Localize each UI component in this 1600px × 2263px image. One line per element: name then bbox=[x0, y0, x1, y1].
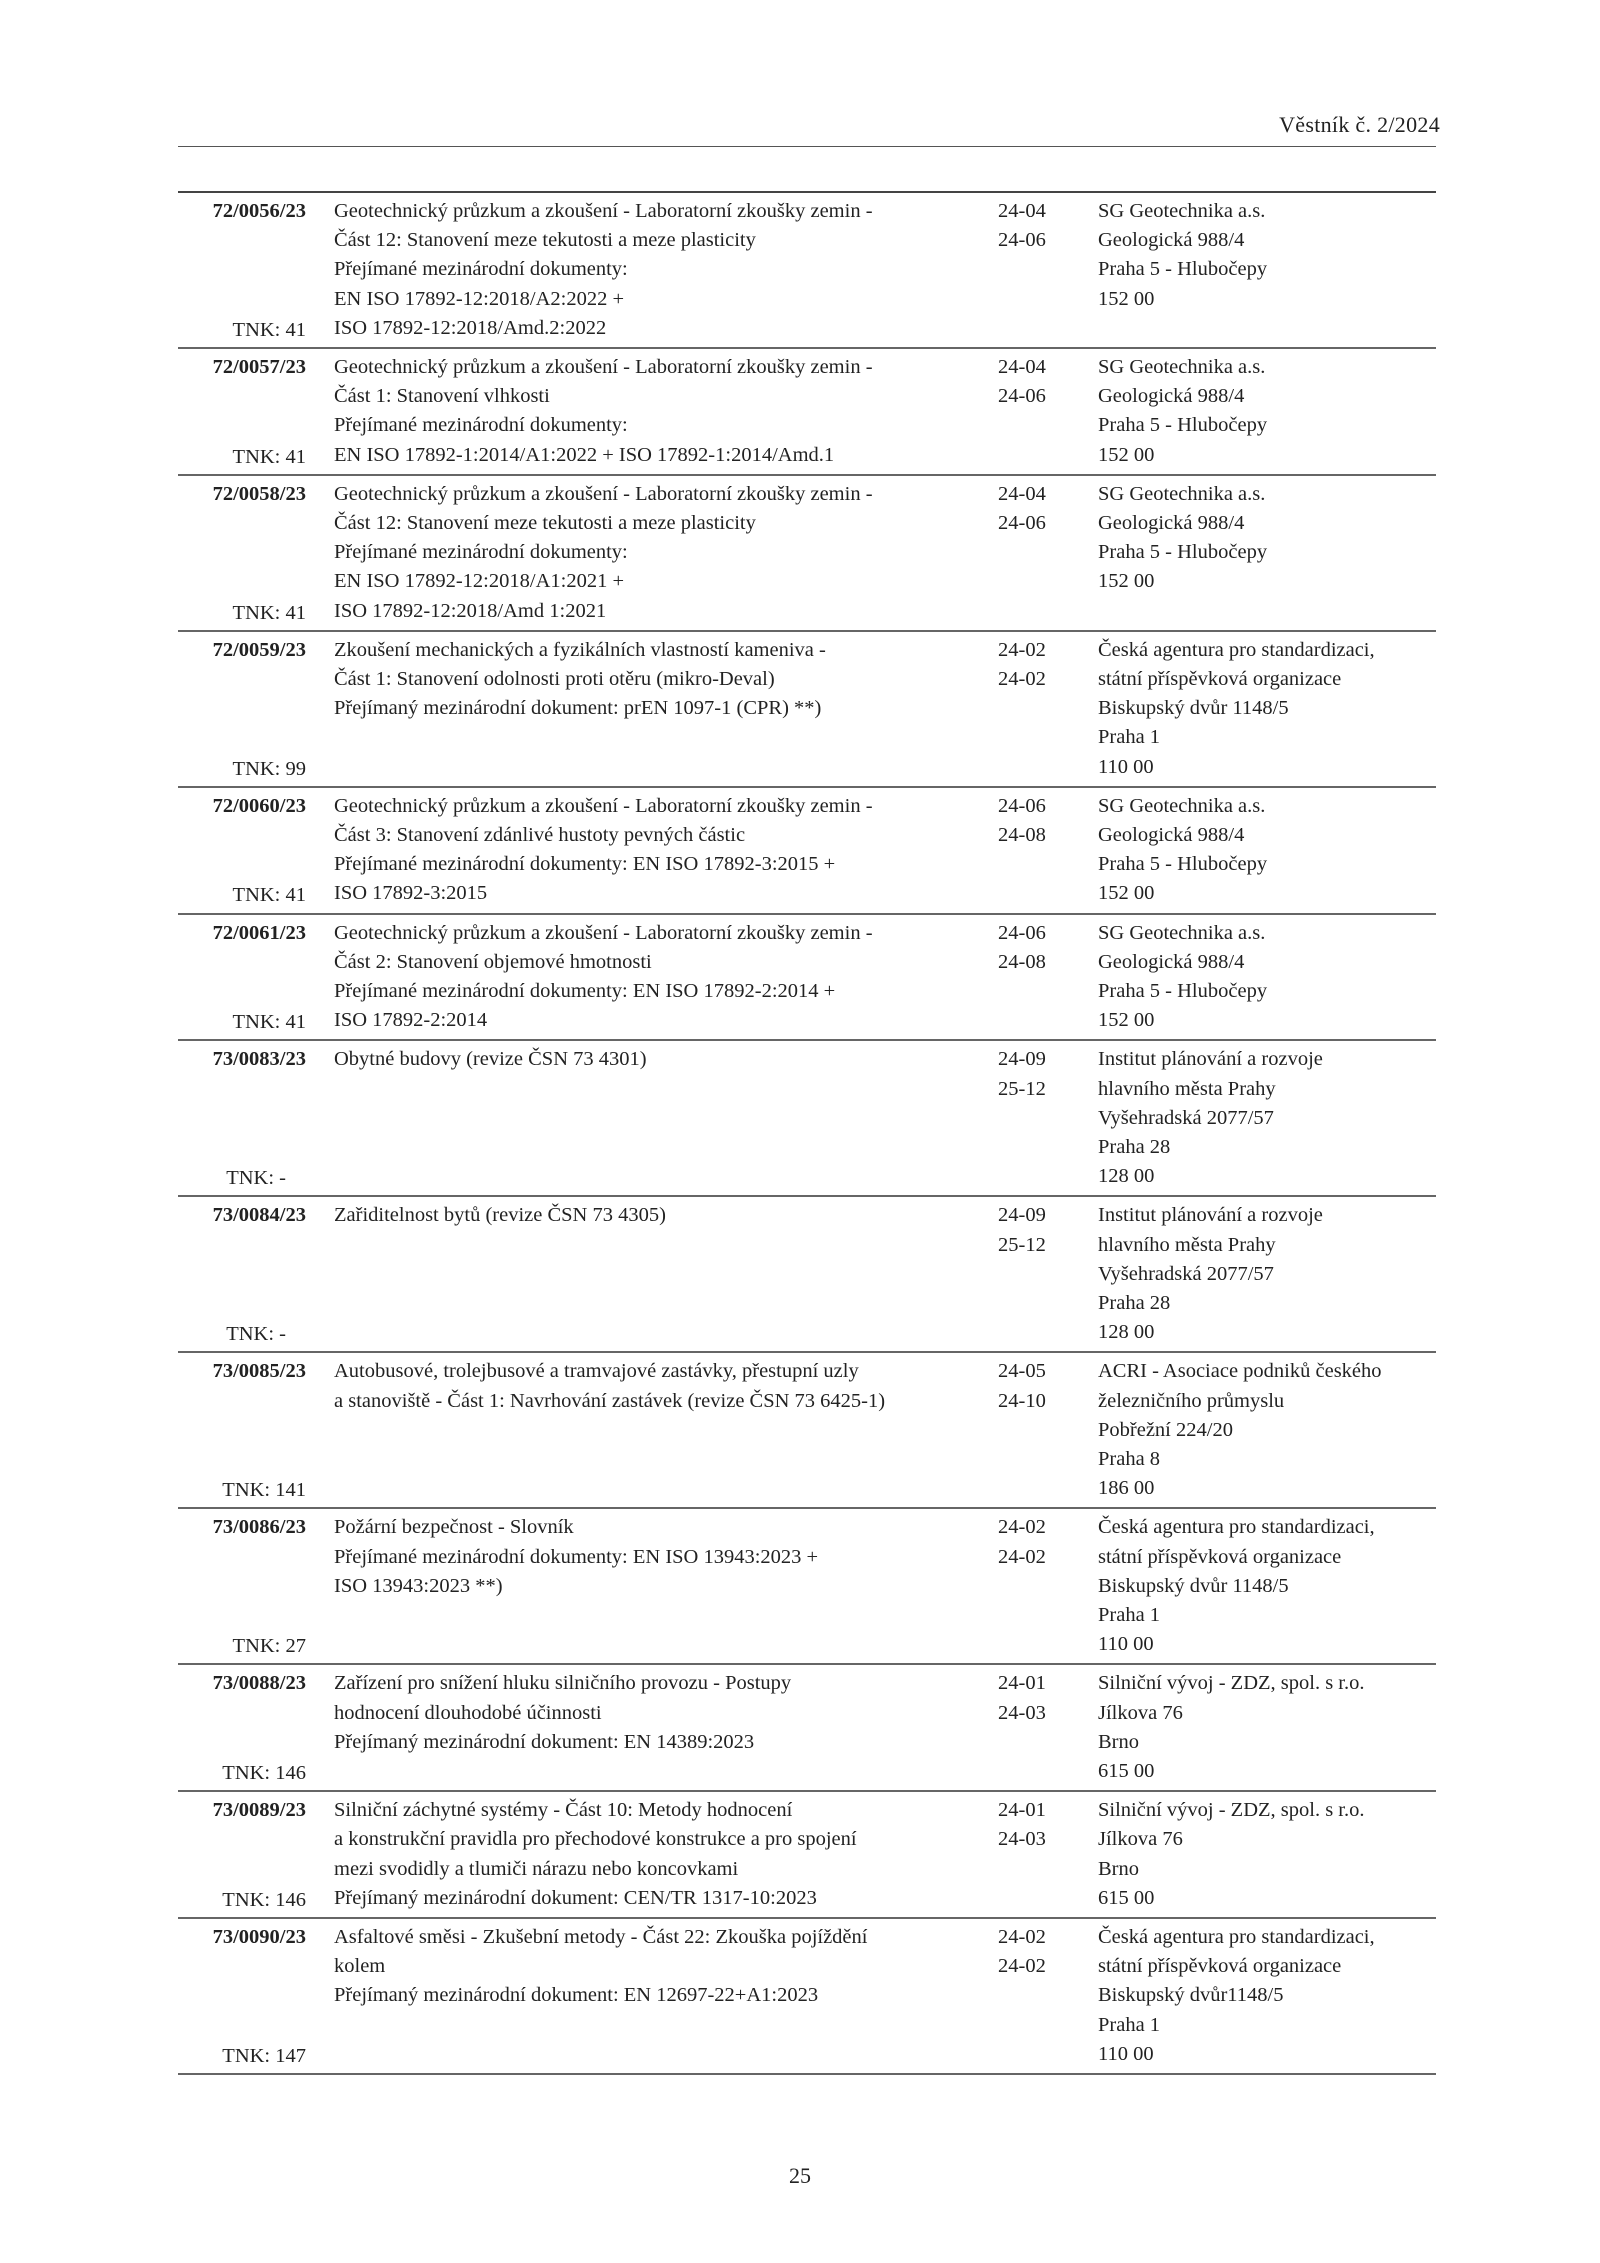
title-line: Přejímané mezinárodní dokumenty: bbox=[334, 414, 628, 437]
standard-entry bbox=[178, 1665, 1436, 1792]
title-line: ISO 17892-2:2014 bbox=[334, 1009, 488, 1032]
organization-line: Silniční vývoj - ZDZ, spol. s r.o. bbox=[1098, 1672, 1365, 1695]
organization-line: 128 00 bbox=[1098, 1165, 1155, 1188]
standard-entry bbox=[178, 915, 1436, 1042]
standard-dates bbox=[998, 1796, 1068, 1854]
title-line: Zařiditelnost bytů (revize ČSN 73 4305) bbox=[334, 1204, 666, 1227]
header-divider bbox=[178, 146, 1436, 147]
standard-dates bbox=[998, 1669, 1068, 1727]
organization-line: Jílkova 76 bbox=[1098, 1701, 1183, 1724]
date-value: 24-02 bbox=[998, 1955, 1046, 1978]
standard-entry bbox=[178, 193, 1436, 349]
tnk-label: TNK: 41 bbox=[232, 884, 306, 907]
organization-line: Praha 1 bbox=[1098, 726, 1161, 749]
title-line: hodnocení dlouhodobé účinnosti bbox=[334, 1701, 602, 1724]
organization-line: státní příspěvková organizace bbox=[1098, 668, 1342, 690]
date-value: 24-06 bbox=[998, 512, 1046, 534]
title-line: Část 1: Stanovení odolnosti proti otěru (mikro-Deval) bbox=[334, 668, 775, 690]
date-value: 24-03 bbox=[998, 1701, 1046, 1724]
organization-line: 152 00 bbox=[1098, 1009, 1155, 1032]
standard-number: 73/0085/23 bbox=[212, 1360, 306, 1383]
organization-line: SG Geotechnika a.s. bbox=[1098, 482, 1266, 505]
organization-line: Silniční vývoj - ZDZ, spol. s r.o. bbox=[1098, 1799, 1365, 1822]
tnk-label: TNK: - bbox=[226, 1323, 286, 1346]
title-line: Přejímané mezinárodní dokumenty: bbox=[334, 541, 628, 564]
organization-line: ACRI - Asociace podniků českého bbox=[1098, 1360, 1382, 1383]
date-value: 24-03 bbox=[998, 1828, 1046, 1851]
title-line: EN ISO 17892-12:2018/A2:2022 + bbox=[334, 287, 625, 310]
processor-organization bbox=[1098, 1201, 1438, 1347]
organization-line: Praha 28 bbox=[1098, 1292, 1171, 1314]
standard-entry bbox=[178, 1041, 1436, 1197]
tnk-label: TNK: 41 bbox=[232, 601, 306, 624]
title-line: Část 2: Stanovení objemové hmotnosti bbox=[334, 950, 652, 973]
organization-line: 186 00 bbox=[1098, 1477, 1155, 1500]
tnk-label: TNK: 146 bbox=[222, 1761, 306, 1784]
standard-number: 73/0086/23 bbox=[212, 1516, 306, 1539]
organization-line: 152 00 bbox=[1098, 287, 1155, 310]
journal-title: Věstník č. 2/2024 bbox=[1279, 112, 1440, 137]
organization-line: Brno bbox=[1098, 1730, 1139, 1753]
organization-line: Biskupský dvůr1148/5 bbox=[1098, 1984, 1284, 2007]
organization-line: Geologická 988/4 bbox=[1098, 950, 1245, 973]
organization-line: Praha 8 bbox=[1098, 1448, 1161, 1470]
standard-dates bbox=[998, 919, 1068, 977]
title-line: ISO 17892-12:2018/Amd.2:2022 bbox=[334, 316, 607, 339]
processor-organization bbox=[1098, 792, 1438, 909]
organization-line: Česká agentura pro standardizaci, bbox=[1098, 1925, 1375, 1948]
title-line: Geotechnický průzkum a zkoušení - Laboratorní zkoušky zemin - bbox=[334, 356, 873, 378]
date-value: 25-12 bbox=[998, 1233, 1046, 1256]
organization-line: Praha 5 - Hlubočepy bbox=[1098, 853, 1268, 876]
date-value: 24-02 bbox=[998, 1516, 1046, 1539]
organization-line: 110 00 bbox=[1098, 755, 1154, 778]
title-line: Přejímaný mezinárodní dokument: CEN/TR 1317-10:2023 bbox=[334, 1886, 817, 1909]
title-line: Zkoušení mechanických a fyzikálních vlastností kameniva - bbox=[334, 638, 826, 661]
organization-line: Česká agentura pro standardizaci, bbox=[1098, 638, 1375, 661]
title-line: Zařízení pro snížení hluku silničního provozu - Postupy bbox=[334, 1672, 792, 1695]
date-value: 24-10 bbox=[998, 1389, 1046, 1412]
title-line: EN ISO 17892-1:2014/A1:2022 + ISO 17892-1:2014/Amd.1 bbox=[334, 443, 835, 466]
organization-line: železničního průmyslu bbox=[1098, 1389, 1285, 1412]
title-line: ISO 17892-3:2015 bbox=[334, 882, 488, 905]
processor-organization bbox=[1098, 1669, 1438, 1786]
organization-line: hlavního města Prahy bbox=[1098, 1077, 1276, 1100]
date-value: 24-04 bbox=[998, 356, 1046, 378]
title-line: Přejímané mezinárodní dokumenty: EN ISO 17892-3:2015 + bbox=[334, 853, 836, 876]
organization-line: Praha 28 bbox=[1098, 1136, 1171, 1158]
organization-line: Praha 5 - Hlubočepy bbox=[1098, 541, 1268, 564]
organization-line: Institut plánování a rozvoje bbox=[1098, 1204, 1323, 1227]
organization-line: státní příspěvková organizace bbox=[1098, 1955, 1342, 1978]
organization-line: Jílkova 76 bbox=[1098, 1828, 1183, 1851]
organization-line: 128 00 bbox=[1098, 1321, 1155, 1344]
standard-dates bbox=[998, 480, 1068, 538]
organization-line: 615 00 bbox=[1098, 1760, 1155, 1782]
standard-entry bbox=[178, 1197, 1436, 1353]
title-line: EN ISO 17892-12:2018/A1:2021 + bbox=[334, 570, 625, 593]
organization-line: 152 00 bbox=[1098, 882, 1155, 905]
date-value: 24-08 bbox=[998, 950, 1046, 973]
tnk-label: TNK: 41 bbox=[232, 445, 306, 468]
title-line: ISO 13943:2023 **) bbox=[334, 1574, 503, 1597]
standard-entry bbox=[178, 1919, 1436, 2075]
standard-dates bbox=[998, 792, 1068, 850]
standard-number: 72/0056/23 bbox=[212, 200, 306, 222]
standard-number: 72/0059/23 bbox=[212, 638, 306, 661]
standard-entry bbox=[178, 476, 1436, 632]
organization-line: Vyšehradská 2077/57 bbox=[1098, 1106, 1274, 1129]
organization-line: 615 00 bbox=[1098, 1886, 1155, 1909]
standard-number: 73/0089/23 bbox=[212, 1799, 306, 1822]
organization-line: Geologická 988/4 bbox=[1098, 229, 1245, 252]
title-line: a stanoviště - Část 1: Navrhování zastávek (revize ČSN 73 6425-1) bbox=[334, 1389, 886, 1412]
organization-line: Geologická 988/4 bbox=[1098, 385, 1245, 408]
standard-number: 73/0088/23 bbox=[212, 1672, 306, 1695]
standard-number: 73/0083/23 bbox=[212, 1048, 306, 1071]
tnk-label: TNK: 99 bbox=[232, 757, 306, 780]
title-line: Požární bezpečnost - Slovník bbox=[334, 1516, 574, 1539]
organization-line: Praha 5 - Hlubočepy bbox=[1098, 414, 1268, 437]
standard-dates bbox=[998, 197, 1068, 255]
tnk-label: TNK: 41 bbox=[232, 1011, 306, 1034]
standard-dates bbox=[998, 1201, 1068, 1259]
standard-entry bbox=[178, 349, 1436, 476]
title-line: Geotechnický průzkum a zkoušení - Laboratorní zkoušky zemin - bbox=[334, 482, 873, 505]
organization-line: Praha 5 - Hlubočepy bbox=[1098, 980, 1268, 1002]
organization-line: 110 00 bbox=[1098, 1633, 1154, 1656]
processor-organization bbox=[1098, 1513, 1438, 1659]
processor-organization bbox=[1098, 1357, 1438, 1503]
date-value: 24-02 bbox=[998, 1545, 1046, 1568]
tnk-label: TNK: 147 bbox=[222, 2044, 306, 2067]
date-value: 24-04 bbox=[998, 482, 1046, 505]
date-value: 24-05 bbox=[998, 1360, 1046, 1383]
date-value: 24-02 bbox=[998, 1925, 1046, 1948]
tnk-label: TNK: 141 bbox=[222, 1479, 306, 1502]
title-line: ISO 17892-12:2018/Amd 1:2021 bbox=[334, 599, 607, 622]
processor-organization bbox=[1098, 353, 1438, 470]
title-line: Silniční záchytné systémy - Část 10: Metody hodnocení bbox=[334, 1799, 793, 1822]
date-value: 24-01 bbox=[998, 1672, 1046, 1695]
title-line: Geotechnický průzkum a zkoušení - Laboratorní zkoušky zemin - bbox=[334, 794, 873, 817]
title-line: kolem bbox=[334, 1955, 386, 1978]
title-line: mezi svodidly a tlumiči nárazu nebo koncovkami bbox=[334, 1857, 739, 1880]
title-line: Část 12: Stanovení meze tekutosti a meze plasticity bbox=[334, 229, 756, 252]
standard-number: 72/0057/23 bbox=[212, 356, 306, 378]
title-line: Autobusové, trolejbusové a tramvajové zastávky, přestupní uzly bbox=[334, 1360, 859, 1383]
standard-entry bbox=[178, 788, 1436, 915]
organization-line: Praha 5 - Hlubočepy bbox=[1098, 258, 1268, 281]
title-line: Asfaltové směsi - Zkušební metody - Část 22: Zkouška pojíždění bbox=[334, 1925, 868, 1948]
standard-number: 73/0084/23 bbox=[212, 1204, 306, 1227]
organization-line: Praha 1 bbox=[1098, 1604, 1161, 1626]
organization-line: SG Geotechnika a.s. bbox=[1098, 921, 1266, 944]
date-value: 24-09 bbox=[998, 1048, 1046, 1071]
title-line: Geotechnický průzkum a zkoušení - Laboratorní zkoušky zemin - bbox=[334, 200, 873, 222]
date-value: 24-02 bbox=[998, 668, 1046, 690]
standard-number: 72/0058/23 bbox=[212, 482, 306, 505]
standard-dates bbox=[998, 1513, 1068, 1571]
standard-dates bbox=[998, 353, 1068, 411]
processor-organization bbox=[1098, 1796, 1438, 1913]
tnk-label: TNK: 27 bbox=[232, 1635, 306, 1658]
organization-line: SG Geotechnika a.s. bbox=[1098, 200, 1266, 222]
title-line: Část 1: Stanovení vlhkosti bbox=[334, 385, 550, 408]
organization-line: Pobřežní 224/20 bbox=[1098, 1418, 1233, 1441]
organization-line: Biskupský dvůr 1148/5 bbox=[1098, 697, 1289, 720]
standards-list bbox=[178, 191, 1436, 2075]
standard-entry bbox=[178, 1353, 1436, 1509]
standard-dates bbox=[998, 1923, 1068, 1981]
date-value: 24-04 bbox=[998, 200, 1046, 222]
date-value: 24-06 bbox=[998, 921, 1046, 944]
processor-organization bbox=[1098, 919, 1438, 1036]
processor-organization bbox=[1098, 1923, 1438, 2069]
organization-line: Česká agentura pro standardizaci, bbox=[1098, 1516, 1375, 1539]
organization-line: Vyšehradská 2077/57 bbox=[1098, 1262, 1274, 1285]
date-value: 24-02 bbox=[998, 638, 1046, 661]
date-value: 24-06 bbox=[998, 794, 1046, 817]
organization-line: 152 00 bbox=[1098, 570, 1155, 593]
processor-organization bbox=[1098, 636, 1438, 782]
date-value: 24-08 bbox=[998, 824, 1046, 846]
tnk-label: TNK: - bbox=[226, 1167, 286, 1190]
title-line: a konstrukční pravidla pro přechodové konstrukce a pro spojení bbox=[334, 1828, 857, 1851]
processor-organization bbox=[1098, 480, 1438, 597]
organization-line: Praha 1 bbox=[1098, 2013, 1161, 2036]
organization-line: Biskupský dvůr 1148/5 bbox=[1098, 1574, 1289, 1597]
title-line: Obytné budovy (revize ČSN 73 4301) bbox=[334, 1048, 647, 1071]
date-value: 24-01 bbox=[998, 1799, 1046, 1822]
standard-dates bbox=[998, 1045, 1068, 1103]
standard-entry bbox=[178, 632, 1436, 788]
title-line: Přejímané mezinárodní dokumenty: EN ISO 13943:2023 + bbox=[334, 1545, 819, 1568]
organization-line: Geologická 988/4 bbox=[1098, 512, 1245, 534]
organization-line: Brno bbox=[1098, 1857, 1139, 1880]
page-number: 25 bbox=[789, 2163, 811, 2188]
organization-line: 110 00 bbox=[1098, 2042, 1154, 2065]
organization-line: hlavního města Prahy bbox=[1098, 1233, 1276, 1256]
standard-dates bbox=[998, 636, 1068, 694]
processor-organization bbox=[1098, 1045, 1438, 1191]
title-line: Přejímaný mezinárodní dokument: prEN 1097-1 (CPR) **) bbox=[334, 697, 822, 720]
standard-number: 72/0060/23 bbox=[212, 794, 306, 817]
tnk-label: TNK: 41 bbox=[232, 318, 306, 341]
processor-organization bbox=[1098, 197, 1438, 314]
organization-line: SG Geotechnika a.s. bbox=[1098, 794, 1266, 817]
title-line: Přejímané mezinárodní dokumenty: EN ISO 17892-2:2014 + bbox=[334, 980, 836, 1002]
standard-entry bbox=[178, 1792, 1436, 1919]
date-value: 24-06 bbox=[998, 229, 1046, 252]
standard-number: 72/0061/23 bbox=[212, 921, 306, 944]
date-value: 24-09 bbox=[998, 1204, 1046, 1227]
title-line: Přejímaný mezinárodní dokument: EN 12697-22+A1:2023 bbox=[334, 1984, 819, 2007]
tnk-label: TNK: 146 bbox=[222, 1888, 306, 1911]
organization-line: Geologická 988/4 bbox=[1098, 824, 1245, 846]
title-line: Geotechnický průzkum a zkoušení - Laboratorní zkoušky zemin - bbox=[334, 921, 873, 944]
title-line: Přejímané mezinárodní dokumenty: bbox=[334, 258, 628, 281]
date-value: 25-12 bbox=[998, 1077, 1046, 1100]
organization-line: Institut plánování a rozvoje bbox=[1098, 1048, 1323, 1071]
organization-line: státní příspěvková organizace bbox=[1098, 1545, 1342, 1568]
title-line: Část 12: Stanovení meze tekutosti a meze plasticity bbox=[334, 512, 756, 534]
date-value: 24-06 bbox=[998, 385, 1046, 408]
standard-number: 73/0090/23 bbox=[212, 1925, 306, 1948]
standard-dates bbox=[998, 1357, 1068, 1415]
organization-line: SG Geotechnika a.s. bbox=[1098, 356, 1266, 378]
title-line: Přejímaný mezinárodní dokument: EN 14389:2023 bbox=[334, 1730, 755, 1753]
title-line: Část 3: Stanovení zdánlivé hustoty pevných částic bbox=[334, 824, 746, 846]
organization-line: 152 00 bbox=[1098, 443, 1155, 466]
standard-entry bbox=[178, 1509, 1436, 1665]
